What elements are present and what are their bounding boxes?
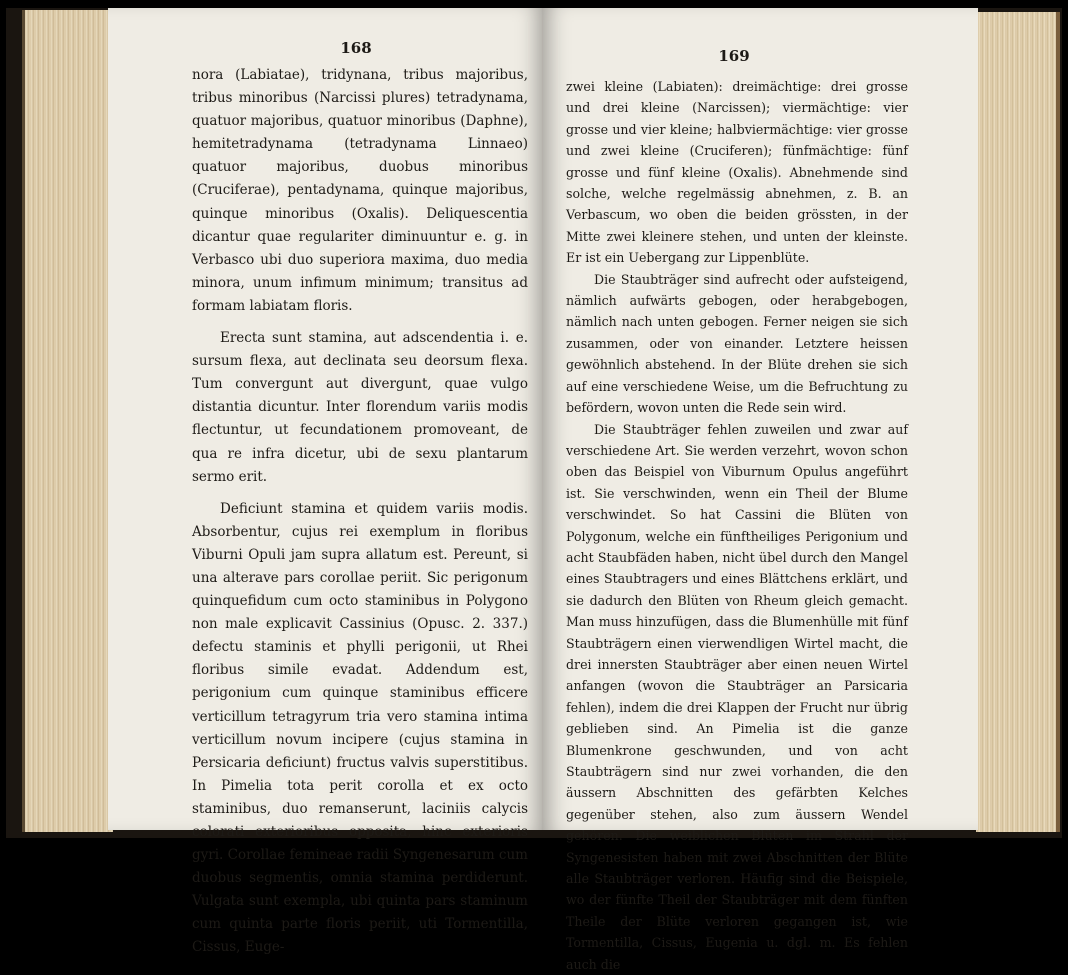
paragraph: zwei kleine (Labiaten): dreimächtige: drei grosse und drei kleine (Narcissen); viermächtige: vier grosse und vier kleine; halbviermächtige: vier grosse und zwei kleine (Cruciferen); fünfmächtige: fünf grosse und fünf kleine (Oxalis). Abnehmende sind solche, welche regelmässig abnehmen, z. B. an Verbascum, wo oben die beiden grössten, in der Mitte zwei kleinere stehen, und unten der kleinste. Er ist ein Uebergang zur Lippenblüte. [566, 76, 908, 269]
paragraph: Deficiunt stamina et quidem variis modis. Absorbentur, cujus rei exemplum in floribus Viburni Opuli jam supra allatum est. Pereunt, si una alterave pars corollae periit. Sic perigonum quinquefidum cum octo staminibus in Polygono non male explicavit Cassinius (Opusc. 2. 337.) defectu staminis et phylli perigonii, ut Rhei floribus simile evadat. Addendum est, perigonium cum quinque staminibus efficere verticillum tetragyrum tria vero stamina intima verticillum novum incipere (cujus stamina in Persicaria deficiunt) fructus valvis superstitibus. In Pimelia tota perit corolla et ex octo staminibus, duo remanserunt, laciniis calycis colorati exterioribus opposita, hinc exterioris gyri. Corollae femineae radii Syngenesarum cum duobus segmentis, omnia stamina perdiderunt. Vulgata sunt exempla, ubi quinta pars staminum cum quinta parte floris periit, uti Tormentilla, Cissus, Euge- [192, 498, 528, 960]
page-number: 168 [326, 39, 386, 57]
page-number: 169 [704, 47, 764, 65]
paragraph: nora (Labiatae), tridynana, tribus majoribus, tribus minoribus (Narcissi plures) tetradynama, quatuor majoribus, quatuor minoribus (Daphne), hemitetradynama (tetradynama Linnaeo) quatuor majoribus, duobus minoribus (Cruciferae), pentadynama, quinque majoribus, quinque minoribus (Oxalis). Deliquescentia dicantur quae regulariter diminuuntur e. g. in Verbasco ubi duo superiora maxima, duo media minora, unum infimum minimum; transitus ad formam labiatam floris. [192, 64, 528, 318]
paragraph: Die Staubträger fehlen zuweilen und zwar auf verschiedene Art. Sie werden verzehrt, wovon schon oben das Beispiel von Viburnum Opulus angeführt ist. Sie verschwinden, wenn ein Theil der Blume verschwindet. So hat Cassini die Blüten von Polygonum, welche ein fünftheiliges Perigonium und acht Staubfäden haben, nicht übel durch den Mangel eines Staubtragers und eines Blättchens erklärt, und sie dadurch den Blüten von Rheum gleich gemacht. Man muss hinzufügen, dass die Blumenhülle mit fünf Staubträgern einen vierwendligen Wirtel macht, die drei innersten Staubträger aber einen neuen Wirtel anfangen (wovon die Staubträger an Parsicaria fehlen), indem die drei Klappen der Frucht nur übrig geblieben sind. An Pimelia ist die ganze Blumenkrone geschwunden, und von acht Staubträgern sind nur zwei vorhanden, die den äussern Abschnitten des gefärbten Kelches gegenüber stehen, also zum äussern Wendel gehören. Die weiblichen Blüten im Strahl der Syngenesisten haben mit zwei Abschnitten der Blüte alle Staubträger verloren. Häufig sind die Beispiele, wo der fünfte Theil der Staubträger mit dem fünften Theile der Blüte verloren gegangen ist, wie Tormentilla, Cissus, Eugenia u. dgl. m. Es fehlen auch die [566, 419, 908, 975]
paragraph: Erecta sunt stamina, aut adscendentia i. e. sursum flexa, aut declinata seu deorsum flexa. Tum convergunt aut divergunt, quae vulgo distantia dicuntur. Inter florendum variis modis flectuntur, ut fecundationem promoveant, de qua re infra dicetur, ubi de sexu plantarum sermo erit. [192, 327, 528, 489]
page-text [192, 64, 528, 960]
paragraph: Die Staubträger sind aufrecht oder aufsteigend, nämlich aufwärts gebogen, oder herabgebogen, nämlich nach unten gebogen. Ferner neigen sie sich zusammen, oder von einander. Letztere heissen gewöhnlich abstehend. In der Blüte drehen sie sich auf eine verschiedene Weise, um die Befruchtung zu befördern, wovon unten die Rede sein wird. [566, 269, 908, 419]
right-page-stack-edge [976, 12, 1060, 832]
left-page-stack-edge [22, 10, 113, 832]
right-page [542, 8, 978, 830]
page-text [566, 76, 908, 975]
left-page [108, 8, 544, 830]
